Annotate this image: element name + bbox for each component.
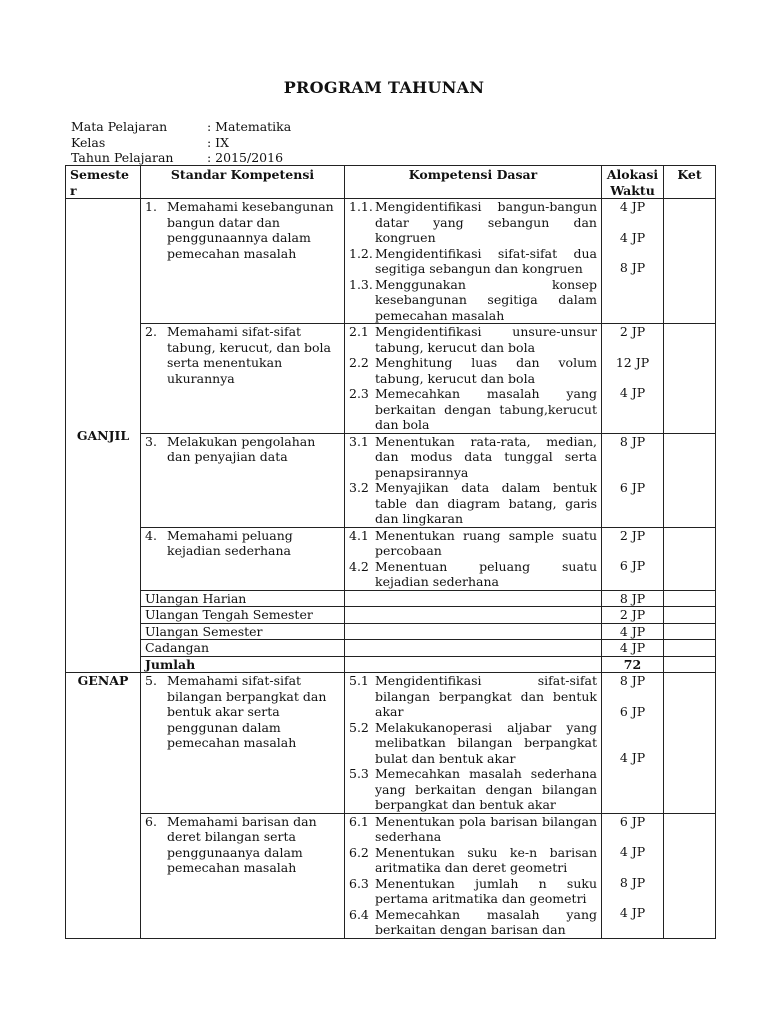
sk-number: 2. [145,324,157,339]
jp-value: 4 JP [619,844,646,859]
meta-row-class [71,135,291,151]
jp-cell [602,433,664,527]
kd-text: Menentukan ruang sample suatu percobaan [375,527,597,558]
kd-number: 5.1 [349,673,369,688]
jp-value: 6 JP [619,480,646,495]
semester-label: GANJIL [76,427,130,443]
summary-jp: 8 JP [602,590,664,607]
kd-text: Memecahkan masalah yang berkaitan dengan barisan dan [375,906,597,937]
kd-cell [345,199,602,324]
jp-value: 8 JP [619,433,646,449]
table-row [66,813,716,938]
meta-row-subject [71,119,291,135]
meta-value: : 2015/2016 [207,150,284,165]
kd-text: Menentukan jumlah n suku pertama aritmatika dan geometri [375,875,597,906]
jp-value: 4 JP [619,199,646,214]
sk-cell [141,673,345,814]
sk-cell [141,527,345,590]
sk-text: Memahami sifat-sifat tabung, kerucut, dan bola serta menentukan ukurannya [167,324,332,386]
jp-value: 6 JP [619,813,646,829]
kd-number: 3.1 [349,433,369,449]
table-row [66,673,716,814]
table-row [66,607,716,624]
jp-value: 4 JP [619,905,646,920]
header-semester: Semeste r [66,166,141,199]
summary-jp: 4 JP [602,640,664,657]
summary-jp: 2 JP [602,607,664,624]
jp-value: 2 JP [619,324,646,339]
kd-text: Mengidentifikasi sifat-sifat bilangan berpangkat dan bentuk akar [375,673,597,719]
kd-number: 2.2 [349,355,369,370]
sk-number: 3. [145,433,157,449]
ket-cell [664,813,716,938]
sk-number: 4. [145,527,157,543]
summary-label: Ulangan Tengah Semester [141,607,345,624]
kd-cell [345,527,602,590]
semester-cell-ganjil [66,199,141,673]
table-row [66,433,716,527]
sk-text: Memahami peluang kejadian sederhana [167,527,293,558]
table-row [66,640,716,657]
meta-row-year [71,150,291,166]
kd-cell [345,813,602,938]
summary-label: Ulangan Harian [141,590,345,607]
jp-cell [602,527,664,590]
header-ket: Ket [664,166,716,199]
jp-value: 4 JP [619,229,646,245]
sk-cell [141,199,345,324]
kd-number: 6.2 [349,844,369,860]
summary-label: Ulangan Semester [141,623,345,640]
kd-text: Melakukanoperasi aljabar yang melibatkan bilangan berpangkat bulat dan bentuk akar [375,719,597,766]
kd-text: Memecahkan masalah yang berkaitan dengan tabung,kerucut dan bola [375,386,597,432]
jp-value: 8 JP [619,673,646,688]
table-row [66,527,716,590]
sk-cell [141,813,345,938]
table-row [66,623,716,640]
kd-number: 6.1 [349,813,369,829]
meta-label: Tahun Pelajaran [71,150,174,165]
ket-cell [664,199,716,324]
jp-value: 8 JP [619,874,646,890]
meta-label: Mata Pelajaran [71,119,168,134]
table-row [66,199,716,324]
kd-number: 5.3 [349,766,369,781]
kd-text: Mengidentifikasi sifat-sifat dua segitiga sebangun dan kongruen [375,245,597,276]
kd-number: 2.3 [349,386,369,401]
kd-cell [345,324,602,434]
jp-cell [602,199,664,324]
kd-number: 6.3 [349,875,369,891]
header-standar-kompetensi: Standar Kompetensi [141,166,345,199]
kd-number: 2.1 [349,324,369,339]
kd-number: 1.1. [349,199,373,214]
document-title: PROGRAM TAHUNAN [283,78,485,97]
summary-jp: 4 JP [602,623,664,640]
sk-cell [141,324,345,434]
total-value: 72 [602,656,664,673]
header-alokasi-waktu: Alokasi Waktu [602,166,664,199]
kd-text: Menyajikan data dalam bentuk table dan diagram batang, garis dan lingkaran [375,480,597,526]
kd-number: 1.3. [349,276,373,292]
semester-cell-genap [66,673,141,939]
kd-text: Menentuan peluang suatu kejadian sederhana [375,558,597,589]
jp-value: 4 JP [619,385,646,400]
sk-number: 1. [145,199,157,214]
kd-text: Mengidentifikasi bangun-bangun datar yang sebangun dan kongruen [375,199,597,245]
kd-text: Menentukan suku ke-n barisan aritmatika dan deret geometri [375,844,597,875]
kd-number: 5.2 [349,719,369,735]
kd-text: Menghitung luas dan volum tabung, kerucut dan bola [375,355,597,386]
header-kompetensi-dasar: Kompetensi Dasar [345,166,602,199]
ket-cell [664,324,716,434]
jp-value: 6 JP [619,558,646,573]
table-row-total [66,656,716,673]
kd-text: Menggunakan konsep kesebangunan segitiga dalam pemecahan masalah [375,276,597,323]
program-table [65,165,716,939]
kd-cell [345,673,602,814]
kd-text: Memecahkan masalah sederhana yang berkaitan dengan bilangan berpangkat dan bentuk akar [375,766,597,812]
kd-number: 6.4 [349,906,369,922]
kd-number: 4.2 [349,558,369,574]
sk-text: Memahami kesebangunan bangun datar dan penggunaannya dalam pemecahan masalah [167,199,334,261]
summary-label: Cadangan [141,640,345,657]
jp-value: 2 JP [619,527,646,543]
jp-cell [602,673,664,814]
meta-value: : Matematika [207,119,292,134]
ket-cell [664,433,716,527]
kd-number: 4.1 [349,527,369,543]
sk-text: Memahami sifat-sifat bilangan berpangkat dan bentuk akar serta penggunan dalam pemecahan masalah [167,673,327,750]
kd-number: 3.2 [349,480,369,495]
meta-label: Kelas [71,134,106,150]
document-meta [71,119,291,166]
sk-number: 6. [145,813,157,829]
jp-value: 6 JP [619,703,646,719]
sk-number: 5. [145,673,157,688]
total-label: Jumlah [141,656,345,673]
jp-cell [602,813,664,938]
table-row [66,324,716,434]
kd-number: 1.2. [349,245,373,261]
jp-cell [602,324,664,434]
jp-value: 4 JP [619,750,646,765]
meta-value: : IX [207,134,230,150]
kd-text: Menentukan rata-rata, median, dan modus data tunggal serta penapsirannya [375,433,597,480]
table-row [66,590,716,607]
jp-value: 8 JP [619,260,646,275]
kd-cell [345,433,602,527]
ket-cell [664,673,716,814]
sk-text: Melakukan pengolahan dan penyajian data [167,433,316,464]
jp-value: 12 JP [615,354,650,370]
kd-text: Mengidentifikasi unsure-unsur tabung, kerucut dan bola [375,324,597,355]
sk-text: Memahami barisan dan deret bilangan serta penggunaanya dalam pemecahan masalah [167,813,317,875]
ket-cell [664,527,716,590]
sk-cell [141,433,345,527]
table-header-row [66,166,716,199]
kd-text: Menentukan pola barisan bilangan sederhana [375,813,597,844]
semester-label: GENAP [77,673,129,688]
